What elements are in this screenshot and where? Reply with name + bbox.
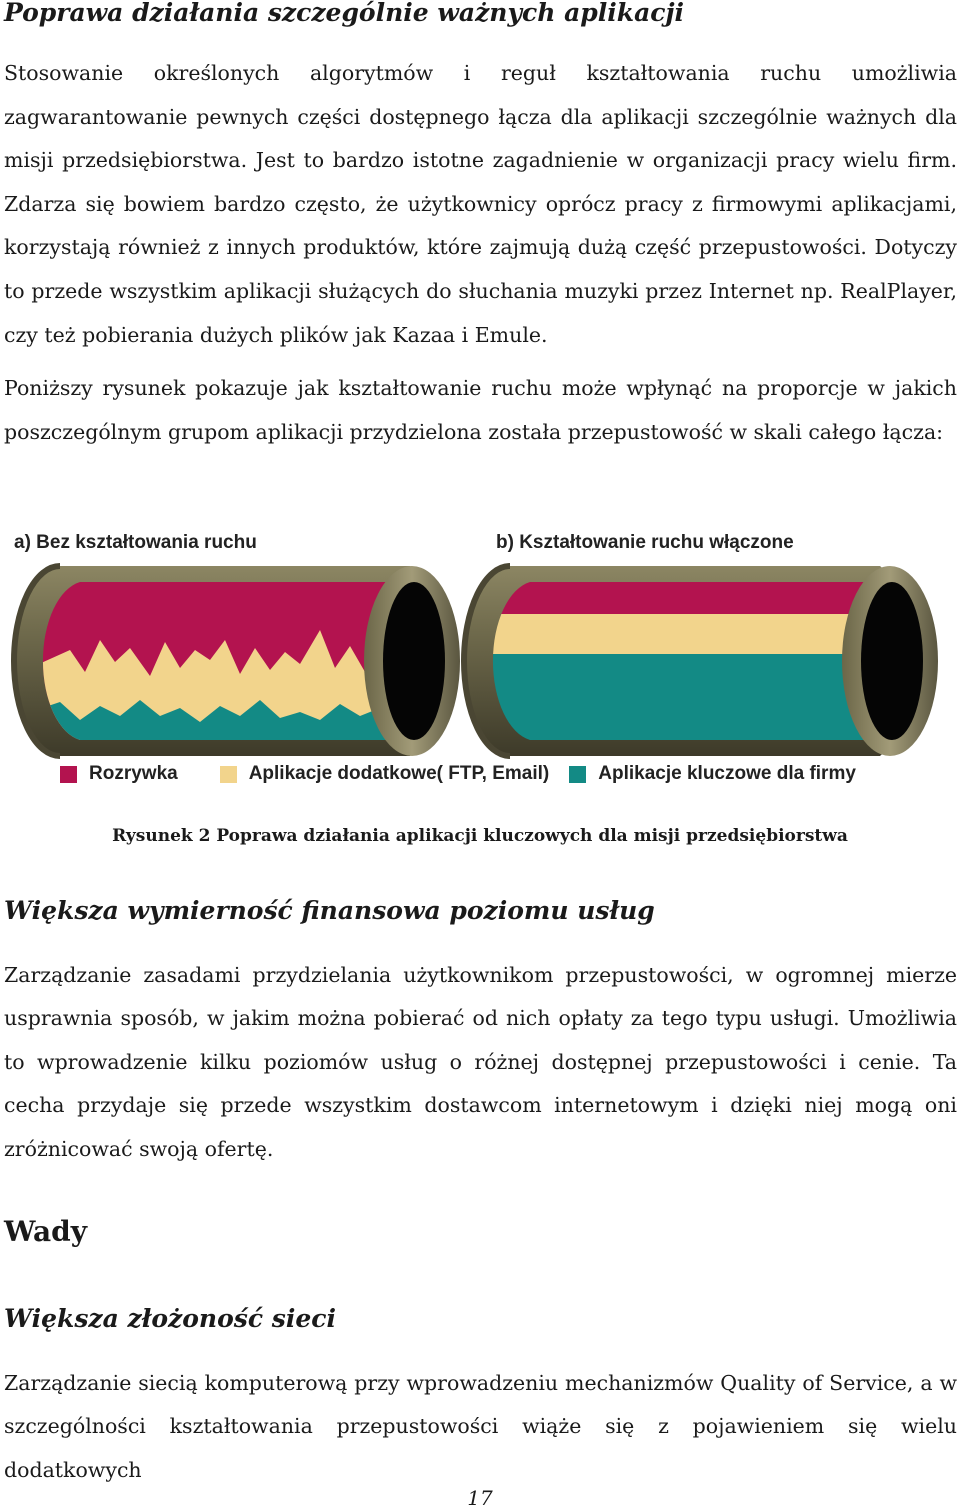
legend-swatch-additional (220, 766, 237, 783)
figure-panel-b-title: b) Kształtowanie ruchu włączone (496, 532, 794, 553)
section-heading-drawbacks: Wady (4, 1215, 88, 1248)
figure-caption: Rysunek 2 Poprawa działania aplikacji kluczowych dla misji przedsiębiorstwa (112, 826, 848, 846)
section-heading-finance: Większa wymierność finansowa poziomu usług (4, 896, 655, 925)
pipe-b-key-apps-band (480, 654, 900, 742)
legend-item-key-apps (569, 763, 856, 785)
paragraph-complexity: Zarządzanie siecią komputerową przy wprowadzeniu mechanizmów Quality of Service, a w szczególności kształtowania przepustowości wiąże się z pojawieniem się wielu dodatkowych (4, 1371, 957, 1482)
legend-swatch-entertainment (60, 766, 77, 783)
paragraph-intro: Stosowanie określonych algorytmów i reguł kształtowania ruchu umożliwia zagwarantowanie pewnych części dostępnego łącza dla aplikacji szczególnie ważnych dla misji przedsiębiorstwa. Jest to bardzo istotne zagadnienie w organizacji pracy wielu firm. Zdarza się bowiem bardzo często, że użytkownicy oprócz pracy z firmowymi aplikacjami, korzystają również z innych produktów, które zajmują dużą część przepustowości. Dotyczy to przede wszystkim aplikacji służących do słuchania muzyki przez Internet np. RealPlayer, czy też pobierania dużych plików jak Kazaa i Emule. (4, 61, 957, 347)
legend-label-key-apps: Aplikacje kluczowe dla firmy (598, 763, 856, 784)
section-heading-complexity: Większa złożoność sieci (4, 1304, 336, 1333)
pipe-a (14, 566, 460, 756)
legend-swatch-key-apps (569, 766, 586, 783)
traffic-shaping-figure (0, 520, 960, 800)
figure-legend (60, 760, 876, 788)
paragraph-finance: Zarządzanie zasadami przydzielania użytkownikom przepustowości, w ogromnej mierze usprawnia sposób, w jakim można pobierać od nich opłaty za tego typu usługi. Umożliwia to wprowadzenie kilku poziomów usług o różnej dostępnej przepustowości i cenie. Ta cecha przydaje się przede wszystkim dostawcom internetowym i dzięki niej mogą oni zróżnicować swoją ofertę. (4, 963, 957, 1161)
figure-panel-a-title: a) Bez kształtowania ruchu (14, 532, 257, 553)
section-heading-apps: Poprawa działania szczególnie ważnych aplikacji (4, 0, 685, 27)
pipes-illustration (0, 520, 960, 800)
pipe-b-additional-band (480, 614, 900, 654)
legend-item-entertainment (60, 763, 178, 785)
legend-label-additional: Aplikacje dodatkowe( FTP, Email) (248, 763, 550, 784)
paragraph-figure-intro: Poniższy rysunek pokazuje jak kształtowanie ruchu może wpłynąć na proporcje w jakich poszczególnym grupom aplikacji przydzielona została przepustowość w skali całego łącza: (4, 376, 957, 444)
pipe-b (464, 566, 938, 756)
legend-label-entertainment: Rozrywka (89, 763, 178, 784)
page-number: 17 (467, 1486, 493, 1510)
legend-item-additional (220, 763, 550, 785)
pipe-b-entertainment-band (480, 582, 900, 614)
